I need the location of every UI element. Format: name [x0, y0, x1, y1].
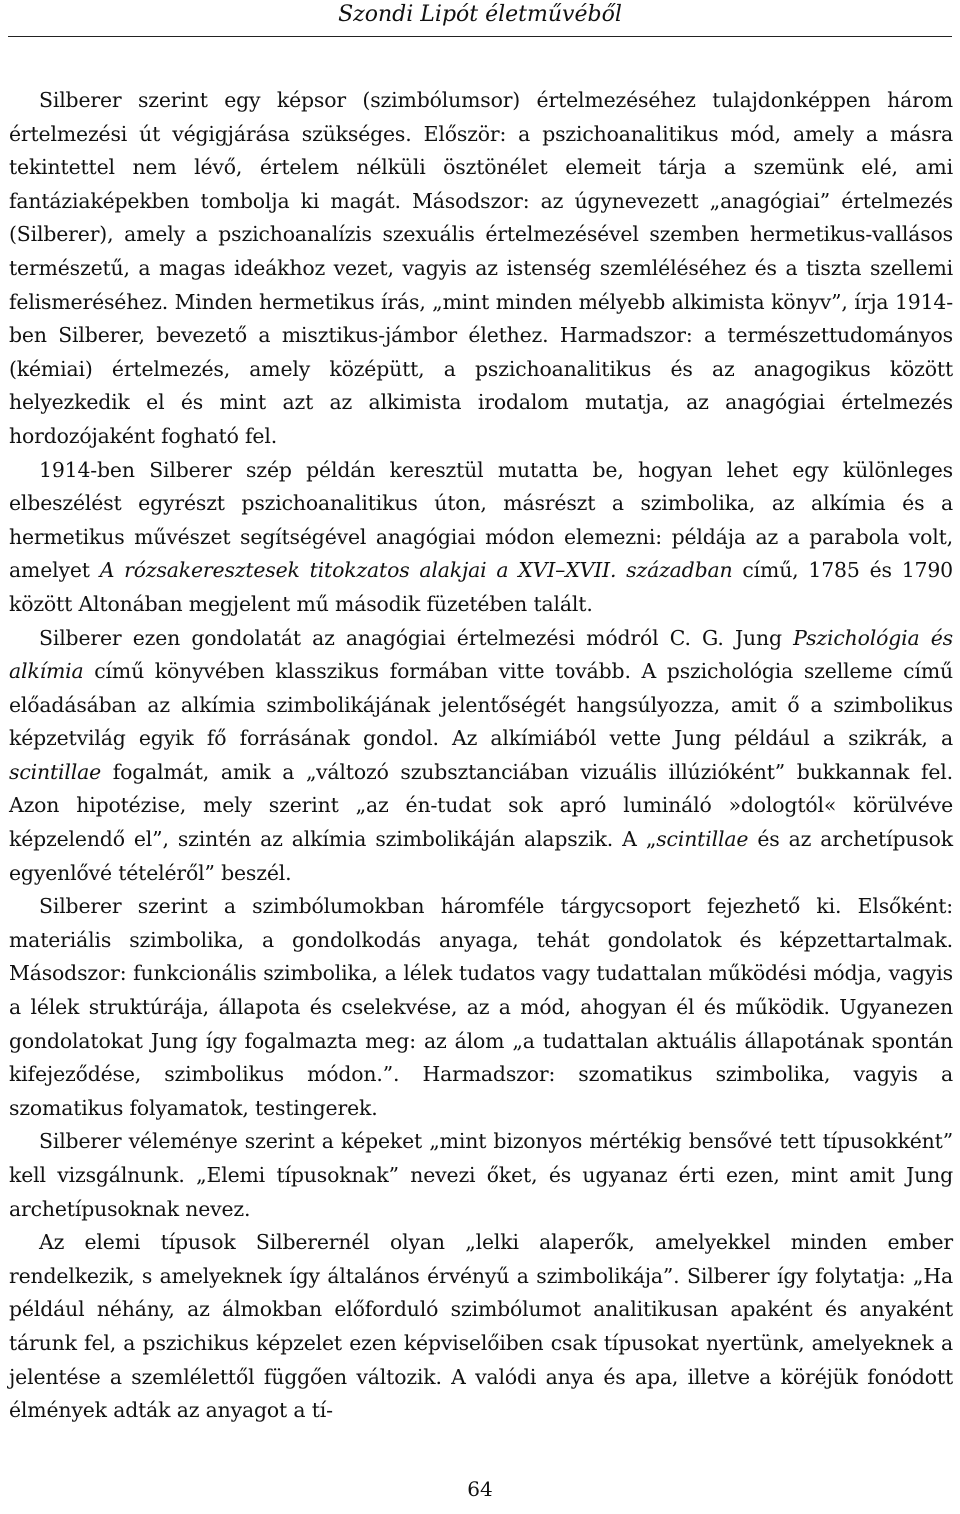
- italic-text: scintillae: [9, 759, 102, 784]
- paragraph: [9, 890, 953, 1125]
- text-run: 1914-ben Silberer szép példán keresztül mutatta be, hogyan lehet egy különleges elbeszélést egyrészt pszichoanalitikus úton, másrészt a szimbolika, az alkímia és a hermetikus művészet segítségével anagógiai módon elemezni: példája az a parabola volt, amelyet: [9, 457, 953, 583]
- running-header-title: Szondi Lipót életművéből: [338, 2, 622, 27]
- text-run: fogalmát, amik a „változó szubsztanciában vizuális illúzióként” bukkannak fel. Azon hipotézise, mely szerint „az én-tudat sok apró lumináló »dologtól« körülvéve képzelendő el”, szintén az alkímia szimbolikáján alapszik. A „: [9, 759, 953, 852]
- running-header: [0, 0, 960, 38]
- text-run: Az elemi típusok Silberernél olyan „lelki alaperők, amelyekkel minden ember rendelkezik, s amelyeknek így általános érvényű a szimbolikája”. Silberer így folytatja: „Ha például néhány, az álmokban előforduló szimbólumot analitikusan apaként és anyaként tárunk fel, a pszichikus képzelet ezen képviselőiben csak típusokat nyertünk, amelyeknek a jelentése a szemlélettől függően változik. A valódi anya és apa, illetve a köréjük fonódott élmények adták az anyagot a tí-: [9, 1230, 953, 1423]
- body-text: [9, 84, 953, 1428]
- paragraph: [9, 84, 953, 454]
- paragraph: [9, 622, 953, 891]
- italic-text: scintillae: [656, 827, 749, 852]
- paragraph: [9, 454, 953, 622]
- italic-text: A rózsakeresztesek titokzatos alakjai a XVI–XVII. században: [99, 558, 733, 583]
- paragraph: [9, 1226, 953, 1428]
- text-run: Silberer ezen gondolatát az anagógiai értelmezési módról C. G. Jung: [39, 625, 794, 650]
- text-run: című könyvében klasszikus formában vitte tovább. A pszichológia szelleme című előadásában az alkímia szimbolikájának jelentőségét hangsúlyozza, amit ő a szimbolikus képzetvilág egyik fő forrásának gondol. Az alkímiából vette Jung például a szikrák, a: [9, 659, 953, 751]
- paragraph: [9, 1125, 953, 1226]
- header-rule: [8, 36, 952, 37]
- italic-text: Pszichológia és alkímia: [9, 625, 953, 684]
- text-run: és az archetípusok egyenlővé tételéről” beszél.: [9, 827, 953, 885]
- text-run: Silberer szerint egy képsor (szimbólumsor) értelmezéséhez tulajdonképpen három értelmezési út végigjárása szükséges. Először: a pszichoanalitikus mód, amely a másra tekintettel nem lévő, értelem nélküli ösztönélet elemeit tárja a szemünk elé, ami fantáziaképekben tombolja ki magát. Másodszor: az úgynevezett „anagógiai” értelmezés (Silberer), amely a pszichoanalízis szexuális értelmezésével szemben hermetikus-vallásos természetű, a magas ideákhoz vezet, vagyis az istenség szemléléséhez és a tiszta szellemi felismeréséhez. Minden hermetikus írás, „mint minden mélyebb alkimista könyv”, írja 1914-ben Silberer, bevezető a misztikus-jámbor élethez. Harmadszor: a természettudományos (kémiai) értelmezés, amely középütt, a pszichoanalitikus és az anagogikus között helyezkedik el és mint azt az alkimista irodalom mutatja, az anagógiai értelmezés hordozójaként fogható fel.: [9, 88, 953, 448]
- page-number: 64: [467, 1477, 493, 1501]
- text-run: Silberer véleménye szerint a képeket „mint bizonyos mértékig bensővé tett típusokként” kell vizsgálnunk. „Elemi típusoknak” nevezi őket, és ugyanaz érti ezen, mint amit Jung archetípusoknak nevez.: [9, 1129, 953, 1221]
- text-run: című, 1785 és 1790 között Altonában megjelent mű második füzetében talált.: [9, 558, 953, 616]
- text-run: Silberer szerint a szimbólumokban háromféle tárgycsoport fejezhető ki. Elsőként: materiális szimbolika, a gondolkodás anyaga, tehát gondolatok és képzettartalmak. Másodszor: funkcionális szimbolika, a lélek tudatos vagy tudattalan működési módja, vagyis a lélek struktúrája, állapota és cselekvése, az a mód, ahogyan él és működik. Ugyanezen gondolatokat Jung így fogalmazta meg: az álom „a tudattalan aktuális állapotának spontán kifejeződése, szimbolikus módon.”. Harmadszor: szomatikus szimbolika, vagyis a szomatikus folyamatok, testingerek.: [9, 894, 953, 1120]
